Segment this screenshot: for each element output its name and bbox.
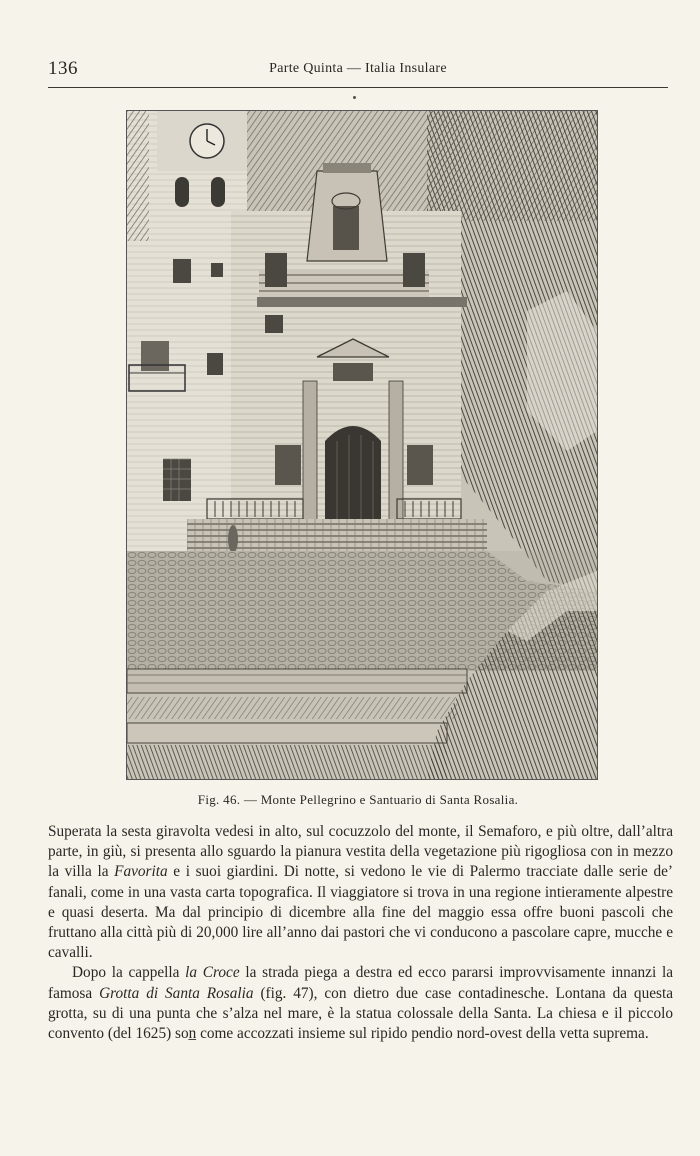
grated-window (163, 459, 191, 501)
paragraph-1 (48, 822, 673, 963)
header-rule (48, 87, 668, 88)
italic-term: Favorita (114, 863, 168, 881)
figure-caption: Fig. 46. — Monte Pellegrino e Santuario di Santa Rosalia. (197, 792, 519, 807)
page-header (48, 58, 668, 82)
engraving-illustration (126, 110, 598, 780)
bell-window (211, 177, 225, 207)
italic-term: Grotta di Santa Rosalia (99, 984, 254, 1002)
text-segment: e i suoi giardini. Di notte, si vedono le vie di Palermo tracciate dalle serie de’ fanali, come in una vasta carta topografica. Il viaggiatore si trova in una regione intieramente alpestre e quasi deserta. Ma dal principio di dicembre alla fine del maggio essa offre buoni pascoli che fruttano alla città più di 20,000 lire all’anno dai pastori che vi conducono a pascolare capre, mucche e cavalli. (48, 863, 673, 962)
text-segment: (fig. 47), con dietro due case contadinesche. Lontana da questa grotta, su di una punta che s’alza nel mare, è la statua colossale della Santa. La chiesa e il piccolo convento (del 1625) son̲ come accozzati insieme sul ripido pendio nord-ovest della vetta suprema. (48, 984, 674, 1043)
italic-term: la Croce (185, 964, 240, 982)
paragraph-2 (48, 963, 673, 1044)
cornice (257, 297, 467, 307)
niche-statue (333, 206, 359, 250)
text-segment: Superata la sesta giravolta vedesi in alto, sul cocuzzolo del monte, il Semaforo, e più oltre, dall’altra parte, in giù, si presenta allo sguardo la pianura vestita della vegetazione più rigogliosa con in mezzo la villa la (48, 823, 673, 881)
body-text (48, 822, 673, 1044)
page-number: 136 (48, 58, 78, 79)
running-title: Parte Quinta — Italia Insulare (269, 61, 447, 76)
decorative-dot (353, 96, 356, 99)
text-segment: Dopo la cappella (72, 964, 186, 982)
bell-window (175, 177, 189, 207)
text-segment: la strada piega a destra ed ecco pararsi improvvisamente innanzi la famosa (48, 964, 673, 1002)
